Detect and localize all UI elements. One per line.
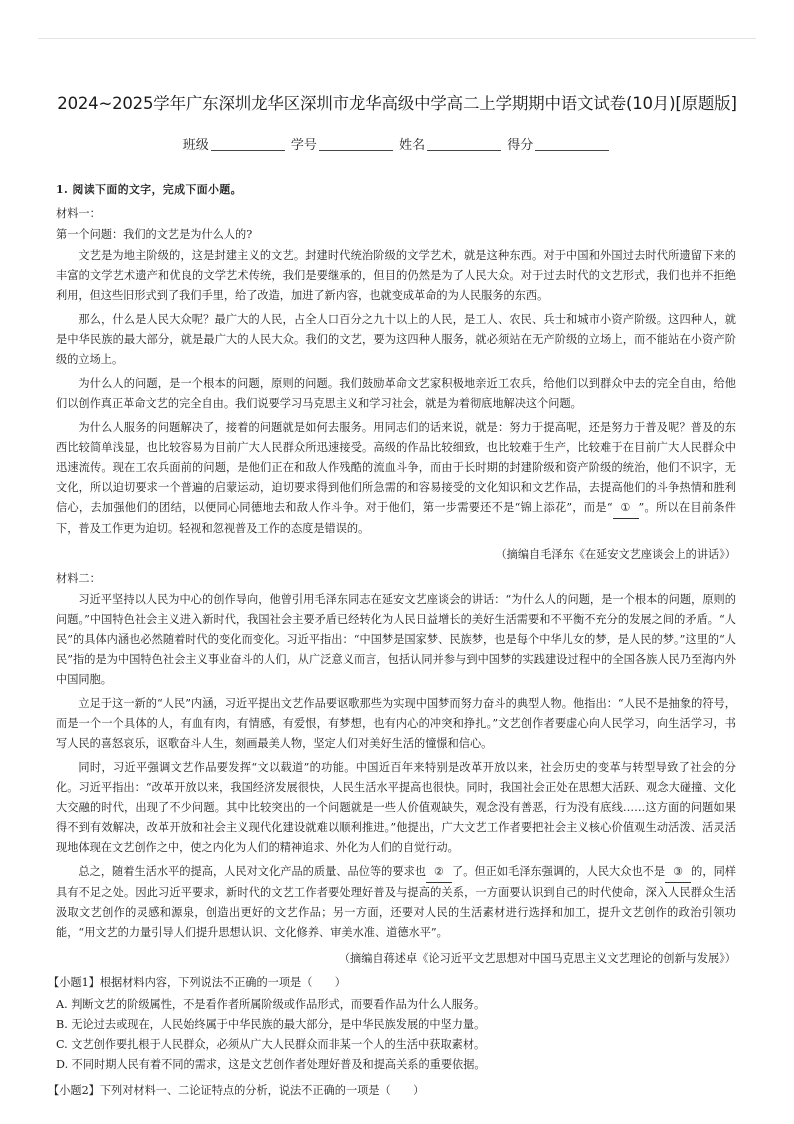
name-field[interactable] <box>427 137 501 151</box>
exam-title: 2024~2025学年广东深圳龙华区深圳市龙华高级中学高二上学期期中语文试卷(10月)[原题版] <box>57 94 737 113</box>
student-info-fields <box>0 134 794 153</box>
material2-paragraph-3: 同时，习近平强调文艺作品要发挥“文以载道”的功能。中国近百年来特别是改革开放以来，社会历史的变革与转型导致了社会的分化。习近平指出：“改革开放以来，我国经济发展很快，人民生活水平提高也很快。同时，我国社会正处在思想大活跃、观念大碰撞、文化大交融的时代，出现了不少问题。其中比较突出的一个问题就是一些人价值观缺失，观念没有善恶，行为没有底线……这方面的问题如果得不到有效解决，改革开放和社会主义现代化建设就难以顺利推进。”他提出，广大文艺工作者要把社会主义核心价值观生动活泼、活灵活现地体现在文艺创作之中，使之内化为人们的精神追求、外化为人们的自觉行动。 <box>56 761 736 854</box>
fill-blank-2: ② <box>426 862 452 883</box>
material1-paragraph-4 <box>56 418 736 539</box>
material1-subtitle: 第一个问题：我们的文艺是为什么人的? <box>56 228 253 241</box>
fill-blank-3: ③ <box>665 862 691 883</box>
class-field[interactable] <box>211 137 285 151</box>
score-field[interactable] <box>535 137 609 151</box>
top-divider <box>38 38 756 39</box>
exam-content <box>48 180 736 1101</box>
option-a[interactable]: A. 判断文艺的阶级属性，不是看作者所属阶级或作品形式，而要看作品为什么人服务。 <box>56 998 486 1011</box>
material1-paragraph-1: 文艺是为地主阶级的，这是封建主义的文艺。封建时代统治阶级的文学艺术，就是这种东西。对于中国和外国过去时代所遗留下来的丰富的文学艺术遗产和优良的文学艺术传统，我们是要继承的，但目的仍然是为了人民大众。对于过去时代的文艺形式，我们也并不拒绝利用，但这些旧形式到了我们手里，给了改造，加进了新内容，也就变成革命的为人民服务的东西。 <box>56 249 736 302</box>
student-id-field[interactable] <box>319 137 393 151</box>
student-id-label: 学号 <box>290 138 317 153</box>
question-heading: 1. 阅读下面的文字，完成下面小题。 <box>56 183 242 196</box>
option-b[interactable]: B. 无论过去或现在，人民始终属于中华民族的最大部分，是中华民族发展的中坚力量。 <box>56 1018 486 1031</box>
class-label: 班级 <box>182 138 209 153</box>
material2-paragraph-1: 习近平坚持以人民为中心的创作导向，他曾引用毛泽东同志在延安文艺座谈会的讲话：“为什么人的问题，是一个根本的问题，原则的问题。”中国特色社会主义进入新时代，我国社会主要矛盾已经转化为人民日益增长的美好生活需要和不平衡不充分的发展之间的矛盾。“人民”的具体内涵也必然随着时代的变化而变化。习近平指出：“中国梦是国家梦、民族梦，也是每个中华儿女的梦，是人民的梦。”这里的“人民”指的是为中国特色社会主义事业奋斗的人们，从广泛意义而言，包括认同并参与到中国梦的实践建设过程中的全国各族人民乃至海内外中国同胞。 <box>56 593 736 686</box>
paragraph-text: 总之，随着生活水平的提高，人民对文化产品的质量、品位等的要求也 <box>78 865 427 878</box>
material1-label: 材料一： <box>56 207 101 220</box>
material2-paragraph-2: 立足于这一新的“人民”内涵，习近平提出文艺作品要讴歌那些为实现中国梦而努力奋斗的典型人物。他指出：“人民不是抽象的符号，而是一个一个具体的人，有血有肉，有情感，有爱恨，有梦想，也有内心的冲突和挣扎。”文艺创作者要虚心向人民学习，向生活学习，书写人民的喜怒哀乐，讴歌奋斗人生，刻画最美人物，坚定人们对美好生活的憧憬和信心。 <box>56 697 736 750</box>
subquestion-2-stem: 【小题2】下列对材料一、二论证特点的分析，说法不正确的一项是（ ） <box>48 1084 425 1097</box>
option-d[interactable]: D. 不同时期人民有着不同的需求，这是文艺创作者处理好普及和提高关系的重要依据。 <box>56 1058 486 1071</box>
score-label: 得分 <box>507 138 534 153</box>
subquestion-1-options <box>56 995 736 1075</box>
option-c[interactable]: C. 文艺创作要扎根于人民群众，必须从广大人民群众而非某一个人的生活中获取素材。 <box>56 1038 486 1051</box>
name-label: 姓名 <box>399 138 426 153</box>
material2-paragraph-4 <box>56 862 736 943</box>
material1-paragraph-2: 那么，什么是人民大众呢？最广大的人民，占全人口百分之九十以上的人民，是工人、农民、兵士和城市小资产阶级。这四种人，就是中华民族的最大部分，就是最广大的人民大众。我们的文艺，要为这四种人服务，就必须站在无产阶级的立场上，而不能站在小资产阶级的立场上。 <box>56 313 736 366</box>
paragraph-text: 的，同样具有不足之处。因此习近平要求，新时代的文艺工作者要处理好普及与提高的关系，一方面要认识到自己的时代使命，深入人民群众生活汲取文艺创作的灵感和源泉，创造出更好的文艺作品；另一方面，还要对人民的生活素材进行选择和加工，提升文艺创作的政治引领功能，“用文艺的力量引导人们提升思想认识、文化修养、审美水准、道德水平”。 <box>56 865 736 939</box>
material2-label: 材料二： <box>56 572 101 585</box>
paragraph-text: 了。但正如毛泽东强调的，人民大众也不是 <box>452 865 666 878</box>
material1-paragraph-3: 为什么人的问题，是一个根本的问题，原则的问题。我们鼓励革命文艺家积极地亲近工农兵，给他们以到群众中去的完全自由，给他们以创作真正革命文艺的完全自由。我们说要学习马克思主义和学习社会，就是为着彻底地解决这个问题。 <box>56 377 736 410</box>
material2-source: （摘编自蒋述卓《论习近平文艺思想对中国马克思主义文艺理论的创新与发展》） <box>338 952 736 965</box>
material1-source: （摘编自毛泽东《在延安文艺座谈会上的讲话》） <box>495 548 736 561</box>
paragraph-text: 为什么人服务的问题解决了，接着的问题就是如何去服务。用同志们的话来说，就是：努力于提高呢，还是努力于普及呢？普及的东西比较简单浅显，也比较容易为目前广大人民群众所迅速接受。高级的作品比较细致，也比较难于生产，比较难于在目前广大人民群众中迅速流传。现在工农兵面前的问题，是他们正在和敌人作残酷的流血斗争，而由于长时期的封建阶级和资产阶级的统治，他们不识字，无文化，所以迫切要求一个普遍的启蒙运动，迫切要求得到他们所急需的和容易接受的文化知识和文艺作品，去提高他们的斗争热情和胜利信心，去加强他们的团结，以便同心同德地去和敌人作斗争。对于他们，第一步需要还不是“锦上添花”，而是“ <box>56 421 736 514</box>
fill-blank-1: ① <box>613 498 639 519</box>
subquestion-1-stem: 【小题1】根据材料内容，下列说法不正确的一项是（ ） <box>48 976 346 989</box>
paragraph-text: ”。所以在目前条件下，普及工作更为迫切。轻视和忽视普及工作的态度是错误的。 <box>56 501 736 535</box>
